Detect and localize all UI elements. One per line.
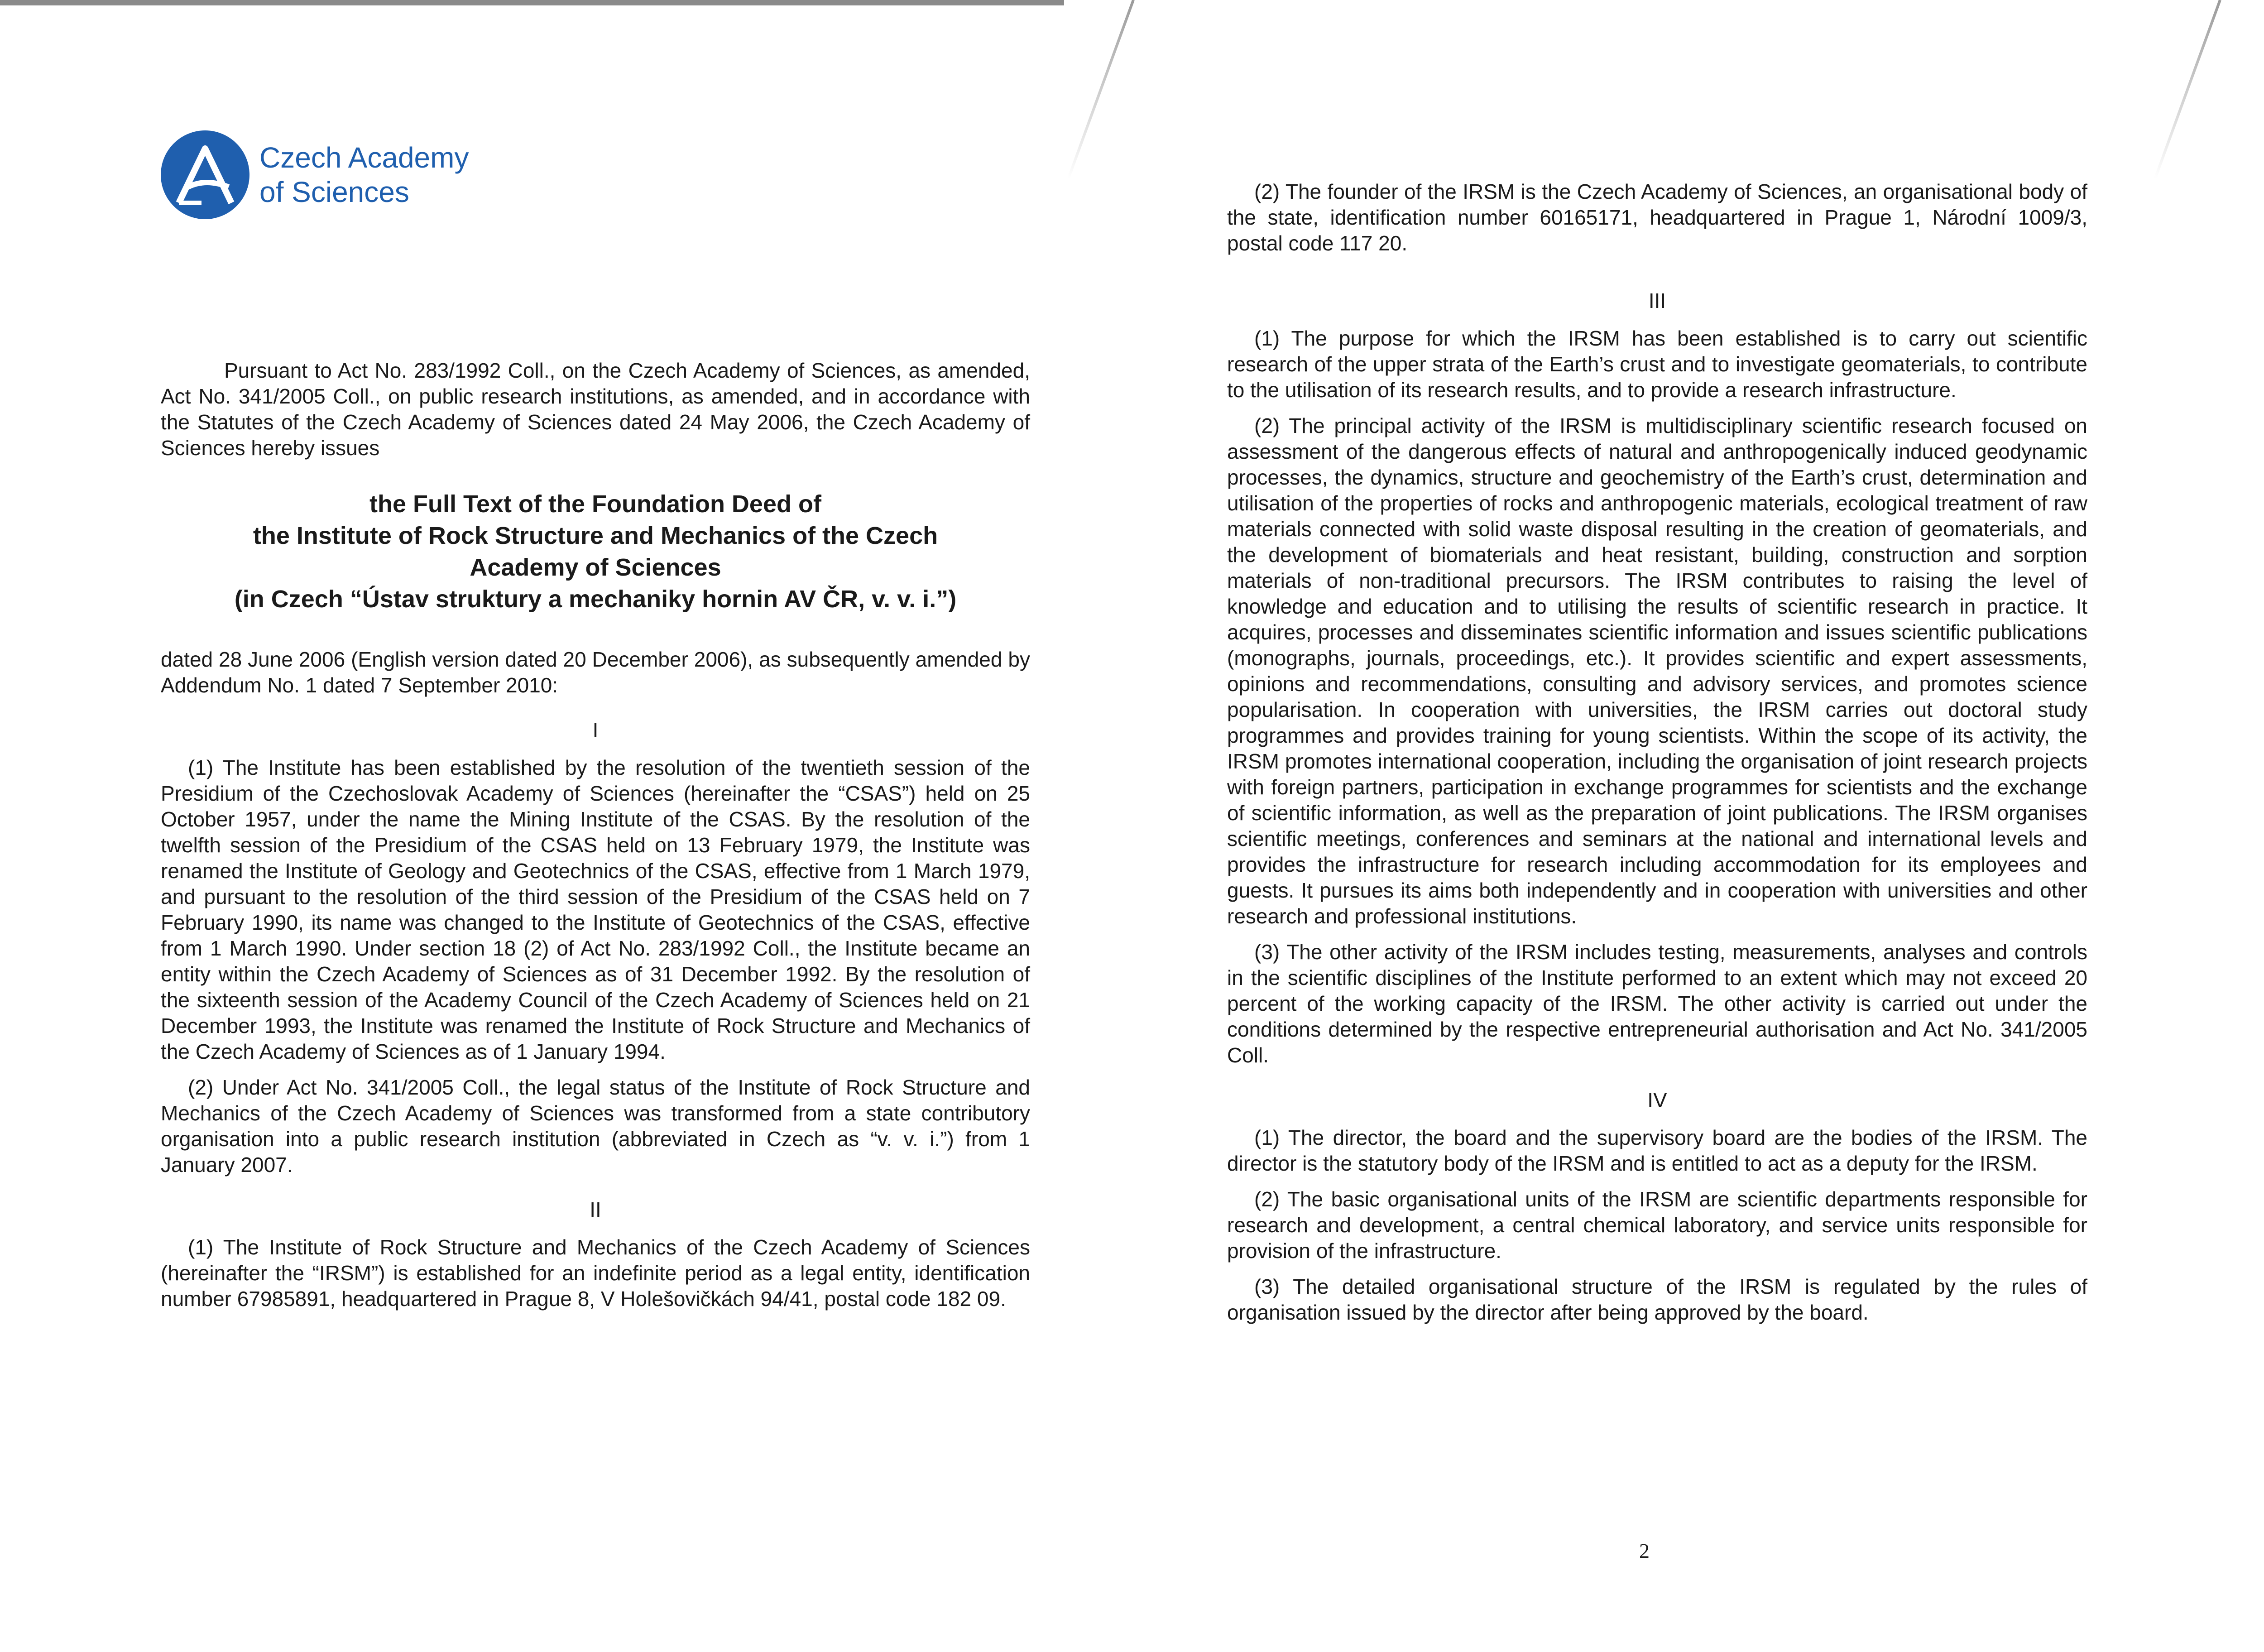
section-heading-III: III <box>1648 289 1666 312</box>
section-3-paragraph-1: (1) The purpose for which the IRSM has been established is to carry out scientific research of the upper strata of the Earth’s crust and to investigate geomaterials, to contribute to the utilisation of its research results, and to provide a research infrastructure. <box>1227 327 2087 402</box>
logo-line-2: of Sciences <box>259 176 409 208</box>
section-3-paragraph-3: (3) The other activity of the IRSM includes testing, measurements, analyses and controls in the scientific disciplines of the Institute performed to an extent which may not exceed 20 percent of the working capacity of the IRSM. The other activity is carried out under the conditions determined by the respective entrepreneurial authorisation and Act No. 341/2005 Coll. <box>1227 940 2087 1067</box>
academy-logo <box>161 130 469 219</box>
academy-logo-icon <box>161 130 249 219</box>
intro-paragraph: Pursuant to Act No. 283/1992 Coll., on the Czech Academy of Sciences, as amended, Act No. 341/2005 Coll., on public research institutions, as amended, and in accordance with the Statutes of the Czech Academy of Sciences dated 24 May 2006, the Czech Academy of Sciences hereby issues <box>161 359 1030 460</box>
section-heading-II: II <box>590 1198 601 1221</box>
page-fold-shadow <box>1067 0 1135 179</box>
section-heading-I: I <box>592 718 599 742</box>
page-edge <box>0 0 1064 5</box>
section-4-paragraph-2: (2) The basic organisational units of the IRSM are scientific departments responsible for research and development, a central chemical laboratory, and service units responsible for provision of the infrastructure. <box>1227 1187 2087 1263</box>
section-1-paragraph-2: (2) Under Act No. 341/2005 Coll., the legal status of the Institute of Rock Structure and Mechanics of the Czech Academy of Sciences was transformed from a state contributory organisation into a public research institution (abbreviated in Czech as “v. v. i.”) from 1 January 2007. <box>161 1076 1030 1177</box>
section-4-paragraph-3: (3) The detailed organisational structure of the IRSM is regulated by the rules of organisation issued by the director after being approved by the board. <box>1227 1275 2087 1324</box>
logo-line-1: Czech Academy <box>259 141 469 174</box>
section-1-paragraph-1: (1) The Institute has been established by the resolution of the twentieth session of the Presidium of the Czechoslovak Academy of Sciences (hereinafter the “CSAS”) held on 25 October 1957, under the name the Mining Institute of the CSAS. By the resolution of the twelfth session of the Presidium of the CSAS held on 13 February 1979, the Institute was renamed the Institute of Geology and Geotechnics of the CSAS, effective from 1 March 1979, and pursuant to the resolution of the third session of the Presidium of the CSAS held on 7 February 1990, its name was changed to the Institute of Geotechnics of the CSAS, effective from 1 March 1990. Under section 18 (2) of Act No. 283/1992 Coll., the Institute became an entity within the Czech Academy of Sciences as of 31 December 1992. By the resolution of the sixteenth session of the Academy Council of the Czech Academy of Sciences held on 21 December 1993, the Institute was renamed the Institute of Rock Structure and Mechanics of the Czech Academy of Sciences as of 1 January 1994. <box>161 756 1030 1063</box>
dated-paragraph: dated 28 June 2006 (English version dated 20 December 2006), as subsequently amended by Addendum No. 1 dated 7 September 2010: <box>161 648 1030 697</box>
section-heading-IV: IV <box>1647 1088 1667 1112</box>
section-2-paragraph-1: (1) The Institute of Rock Structure and Mechanics of the Czech Academy of Sciences (hereinafter the “IRSM”) is established for an indefinite period as a legal entity, identification number 67985891, headquartered in Prague 8, V Holešovičkách 94/41, postal code 182 09. <box>161 1235 1030 1311</box>
page2-text <box>1227 179 2087 1335</box>
section-3-paragraph-2: (2) The principal activity of the IRSM is multidisciplinary scientific research focused on assessment of the dangerous effects of natural and anthropogenically induced geodynamic processes, the dynamics, structure and geochemistry of the Earth’s crust, determination and utilisation of the properties of rocks and anthropogenic materials, ecological treatment of raw materials connected with solid waste disposal resulting in the creation of geomaterials, and the development of biomaterials and heat resistant, building, construction and sorption materials of non-traditional precursors. The IRSM contributes to raising the level of knowledge and education and to utilising the results of scientific research in practice. It acquires, processes and disseminates scientific information and issues scientific publications (monographs, journals, proceedings, etc.). It provides scientific and expert assessments, opinions and recommendations, consulting and advisory services, and promotes science popularisation. In cooperation with universities, the IRSM carries out doctoral study programmes and provides training for young scientists. Within the scope of its activity, the IRSM promotes international cooperation, including the organisation of joint research projects with foreign partners, participation in exchange programmes for scientists and the exchange of scientific information, as well as the preparation of joint publications. The IRSM organises scientific meetings, conferences and seminars at the national and international levels and provides the infrastructure for research including accommodation for its employees and guests. It pursues its aims both independently and in cooperation with universities and other research and professional institutions. <box>1227 414 2087 928</box>
page-fold-shadow <box>2154 0 2221 179</box>
document-page-1 <box>0 0 1073 1652</box>
document-page-2 <box>1073 0 2146 1652</box>
title-line-1: the Full Text of the Foundation Deed of <box>369 490 821 518</box>
title-line-2: the Institute of Rock Structure and Mechanics of the Czech Academy of Sciences <box>253 522 938 581</box>
page1-text <box>161 358 1030 1322</box>
section-2-paragraph-2: (2) The founder of the IRSM is the Czech Academy of Sciences, an organisational body of the state, identification number 60165171, headquartered in Prague 1, Národní 1009/3, postal code 117 20. <box>1227 180 2087 255</box>
title-line-3: (in Czech “Ústav struktury a mechaniky hornin AV ČR, v. v. i.”) <box>234 586 957 613</box>
section-4-paragraph-1: (1) The director, the board and the supervisory board are the bodies of the IRSM. The director is the statutory body of the IRSM and is entitled to act as a deputy for the IRSM. <box>1227 1126 2087 1175</box>
page-number: 2 <box>1639 1539 1650 1562</box>
document-title <box>161 488 1030 615</box>
document-page-3 <box>2146 0 2264 1652</box>
